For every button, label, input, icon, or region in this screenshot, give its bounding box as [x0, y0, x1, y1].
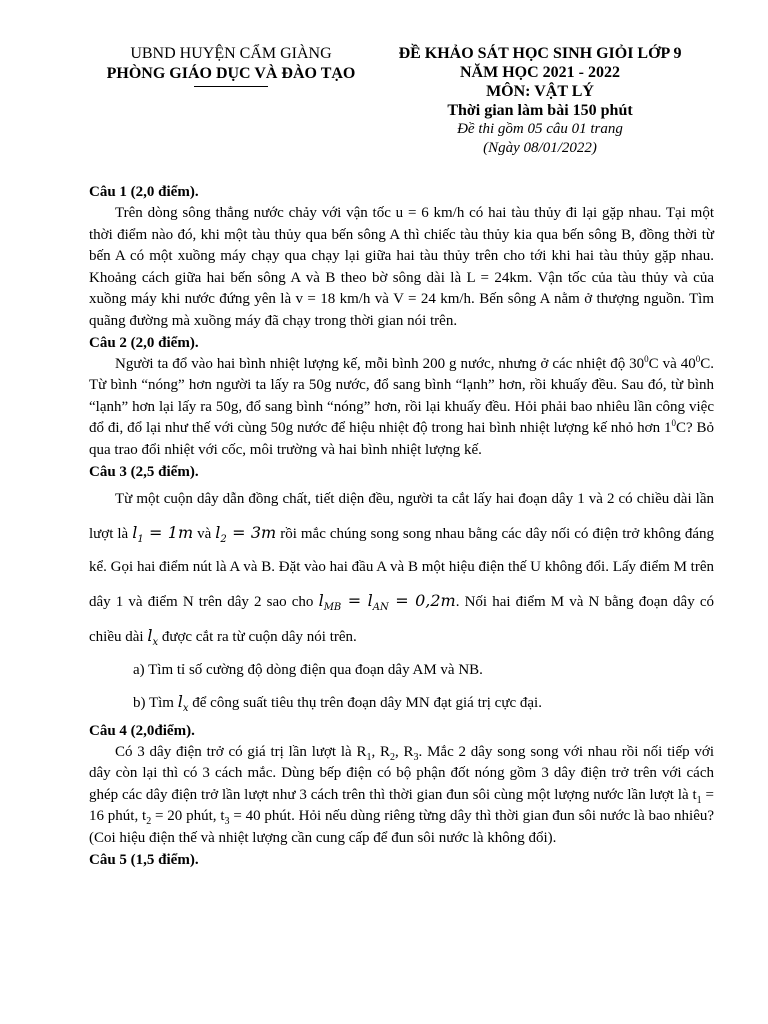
question-2-text: Người ta đổ vào hai bình nhiệt lượng kế, mỗi bình 200 g nước, nhưng ở các nhiệt độ $30^0C$ và $40^0C$. Từ bình “nóng” hơn người ta lấy ra 50g nước, đổ sang bình “lạnh” hơn, rồi khuấy đều. Sau đó, từ bình “lạnh” hơn lại lấy ra 50g, đổ sang bình “nóng” hơn, rồi lại khuấy đều. Hỏi phải bao nhiêu lần công việc đổ đi, đổ lại như thế với cùng 50g nước để hiệu nhiệt độ trong hai bình nhiệt lượng kế nhỏ hơn $1^0C$? Bỏ qua trao đổi nhiệt với cốc, môi trường và hai bình nhiệt lượng kế.: [89, 353, 714, 458]
exam-date: (Ngày 08/01/2022): [483, 140, 597, 156]
page-count-note: Đề thi gồm 05 câu 01 trang: [457, 121, 623, 137]
time-limit: Thời gian làm bài 150 phút: [447, 102, 633, 119]
department-name: PHÒNG GIÁO DỤC VÀ ĐÀO TẠO: [106, 65, 356, 82]
question-4-text: Có 3 dây điện trở có giá trị lần lượt là $R_1$, $R_2$, $R_3$. Mắc 2 dây song song với nhau rồi nối tiếp với dây còn lại thì có 3 cách mắc. Dùng bếp điện có bộ phận đốt nóng gồm 3 dây điện trở trên với cách ghép các dây điện trở lần lượt như 3 cách trên thì thời gian đun sôi cùng một lượng nước lần lượt là $t_1 = 16$ phút, $t_2 = 20$ phút, $t_3 = 40$ phút. Hỏi nếu dùng riêng từng dây thì thời gian đun sôi nước là bao nhiêu? (Coi hiệu điện thế và nhiệt lượng cần cung cấp để đun sôi nước là không đổi).: [89, 743, 715, 846]
formula-l2: $l_2 = 3m$: [215, 522, 277, 545]
question-2-title: Câu 2 (2,0 điểm).: [89, 334, 199, 351]
district-name: UBND HUYỆN CẨM GIÀNG: [130, 45, 332, 62]
question-5-title: Câu 5 (1,5 điểm).: [89, 851, 199, 868]
formula-l1: $l_1 = 1m$: [132, 522, 194, 545]
subject: MÔN: VẬT LÝ: [486, 83, 594, 100]
exam-content: [89, 182, 714, 871]
school-year: NĂM HỌC 2021 - 2022: [460, 64, 620, 81]
formula-lx-b: $l_x$: [177, 691, 189, 714]
formula-lx: $l_x$: [147, 625, 159, 648]
question-1-title: Câu 1 (2,0 điểm).: [89, 184, 199, 200]
formula-lmb-lan: $l_{MB} = l_{AN} = 0,2m$: [318, 590, 456, 613]
question-3a: a) Tìm tỉ số cường độ dòng điện qua đoạn dây AM và NB.: [133, 661, 483, 678]
header-right: [382, 44, 698, 158]
exam-title: ĐỀ KHẢO SÁT HỌC SINH GIỎI LỚP 9: [398, 45, 682, 62]
question-4-title: Câu 4 (2,0điểm).: [89, 722, 195, 739]
header-underline: [194, 86, 268, 87]
question-1-text: Trên dòng sông thẳng nước chảy với vận tốc u = 6 km/h có hai tàu thủy đi lại gặp nhau. Tại một thời điểm nào đó, khi một tàu thủy qua bến sông A thì chiếc tàu thủy kia qua bến sông B, đồng thời từ bến A có một xuồng máy chạy qua chạy lại giữa hai tàu thủy trên cho tới khi hai tàu thủy gặp nhau. Khoảng cách giữa hai bến sông A và B theo bờ sông dài là L = 24km. Vận tốc của tàu thủy và của xuồng máy khi nước đứng yên là v = 18 km/h và V = 24 km/h. Bến sông A nằm ở thượng nguồn. Tìm quãng đường mà xuồng máy đã chạy trong thời gian nói trên.: [89, 205, 714, 329]
question-3: [89, 462, 714, 719]
header-left: [100, 44, 362, 87]
question-3b: b) Tìm $l_x$ để công suất tiêu thụ trên đoạn dây MN đạt giá trị cực đại.: [133, 691, 542, 714]
question-3-text: Từ một cuộn dây dẫn đồng chất, tiết diện đều, người ta cắt lấy hai đoạn dây 1 và 2 có chiều dài lần lượt là $l_1 = 1m$ và $l_2 = 3m$ rồi mắc chúng song song nhau bằng các dây nối có điện trở không đáng kể. Gọi hai điểm nút là A và B. Đặt vào hai đầu A và B một hiệu điện thế U không đổi. Lấy điểm M trên dây 1 và điểm N trên dây 2 sao cho $l_{MB} = l_{AN} = 0,2m$. Nối hai điểm M và N bằng đoạn dây có chiều dài $l_x$ được cắt ra từ cuộn dây nói trên.: [89, 490, 714, 648]
question-3-title: Câu 3 (2,5 điểm).: [89, 463, 199, 480]
